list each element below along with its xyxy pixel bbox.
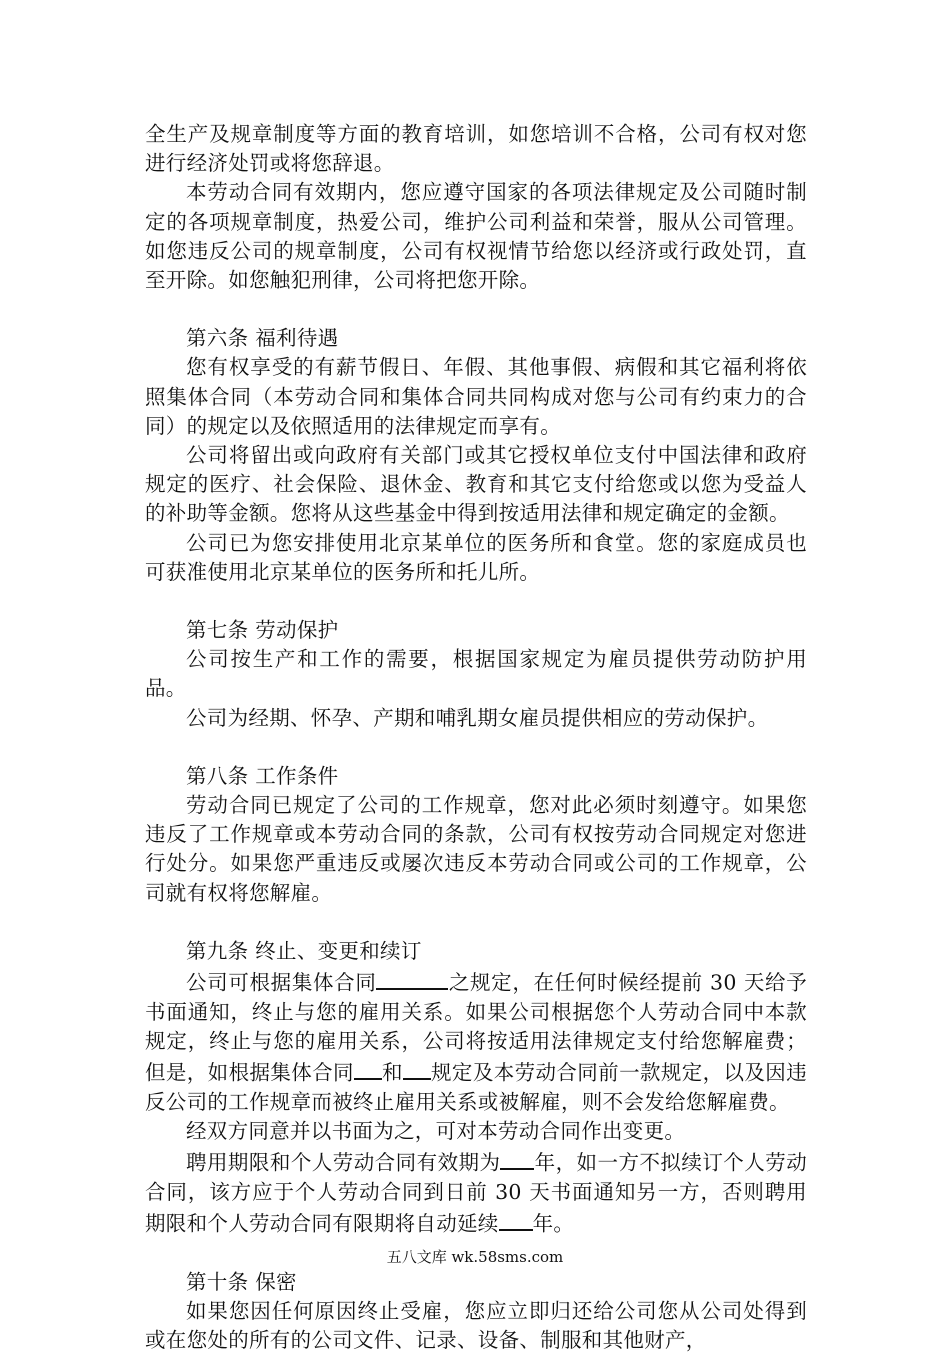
fill-in-blank bbox=[403, 1056, 431, 1080]
article8-paragraph-1: 劳动合同已规定了公司的工作规章，您对此必须时刻遵守。如果您违反了工作规章或本劳动合同的条款，公司有权按劳动合同规定对您进行处分。如果您严重违反或屡次违反本劳动合同或公司的工作规章，公司就有权将您解雇。 bbox=[145, 793, 807, 905]
article9-p1-part-b: 之规定，在任何时候经提前 30 天给予书面通知，终止与您的雇用关系。如果公司根据您个人劳动合同中本款规定，终止与您的雇用关系，公司将按适用法律规定支付给您解雇费；但是，如根据集体合同 bbox=[145, 970, 807, 1085]
fill-in-blank bbox=[500, 1146, 534, 1170]
article9-heading: 第九条 终止、变更和续订 bbox=[186, 938, 422, 963]
article7-paragraph-1: 公司按生产和工作的需要，根据国家规定为雇员提供劳动防护用品。 bbox=[145, 647, 807, 701]
article9-p1-part-d: 规定及本劳动合同前一款规定，以及因违反公司的工作规章而被终止雇用关系或被解雇，则不会发给您解雇费。 bbox=[145, 1060, 808, 1114]
compliance-paragraph: 本劳动合同有效期内，您应遵守国家的各项法律规定及公司随时制定的各项规章制度，热爱公司，维护公司利益和荣誉，服从公司管理。如您违反公司的规章制度，公司有权视情节给您以经济或行政处罚，直至开除。如您触犯刑律，公司将把您开除。 bbox=[145, 180, 807, 293]
article9-p3-part-b: 年，如一方不拟续订个人劳动合同，该方应于个人劳动合同到日前 30 天书面通知另一方，否则聘用期限和个人劳动合同有限期将自动延续 bbox=[145, 1150, 808, 1236]
article9-paragraph-2: 经双方同意并以书面为之，可对本劳动合同作出变更。 bbox=[186, 1119, 686, 1144]
fill-in-blank bbox=[354, 1056, 382, 1080]
article9-p3-part-c: 年。 bbox=[532, 1211, 575, 1236]
article6-paragraph-2: 公司将留出或向政府有关部门或其它授权单位支付中国法律和政府规定的医疗、社会保险、退休金、教育和其它支付给您或以您为受益人的补助等金额。您将从这些基金中得到按适用法律和规定确定的金额。 bbox=[145, 443, 807, 526]
article7-heading: 第七条 劳动保护 bbox=[186, 618, 339, 643]
article10-heading: 第十条 保密 bbox=[186, 1269, 297, 1294]
article6-paragraph-3: 公司已为您安排使用北京某单位的医务所和食堂。您的家庭成员也可获准使用北京某单位的医务所和托儿所。 bbox=[145, 530, 807, 584]
article9-paragraph-3 bbox=[145, 1146, 807, 1239]
article9-paragraph-1 bbox=[145, 966, 807, 1117]
fill-in-blank bbox=[499, 1207, 533, 1231]
intro-paragraph: 全生产及规章制度等方面的教育培训，如您培训不合格，公司有权对您进行经济处罚或将您辞退。 bbox=[145, 122, 807, 176]
article9-p1-part-a: 公司可根据集体合同 bbox=[186, 970, 377, 995]
article9-p1-part-c: 和 bbox=[381, 1060, 403, 1085]
fill-in-blank bbox=[376, 966, 448, 990]
article8-heading: 第八条 工作条件 bbox=[186, 763, 339, 788]
article6-paragraph-1: 您有权享受的有薪节假日、年假、其他事假、病假和其它福利将依照集体合同（本劳动合同和集体合同共同构成对您与公司有约束力的合同）的规定以及依照适用的法律规定而享有。 bbox=[145, 355, 807, 438]
article7-paragraph-2: 公司为经期、怀孕、产期和哺乳期女雇员提供相应的劳动保护。 bbox=[186, 705, 769, 730]
page-footer: 五八文库 wk.58sms.com bbox=[386, 1248, 564, 1266]
article9-p3-part-a: 聘用期限和个人劳动合同有效期为 bbox=[186, 1150, 501, 1175]
article6-heading: 第六条 福利待遇 bbox=[186, 326, 339, 351]
document-body bbox=[145, 120, 807, 1356]
article10-paragraph-1: 如果您因任何原因终止受雇，您应立即归还给公司您从公司处得到或在您处的所有的公司文件、记录、设备、制服和其他财产， bbox=[145, 1299, 807, 1353]
